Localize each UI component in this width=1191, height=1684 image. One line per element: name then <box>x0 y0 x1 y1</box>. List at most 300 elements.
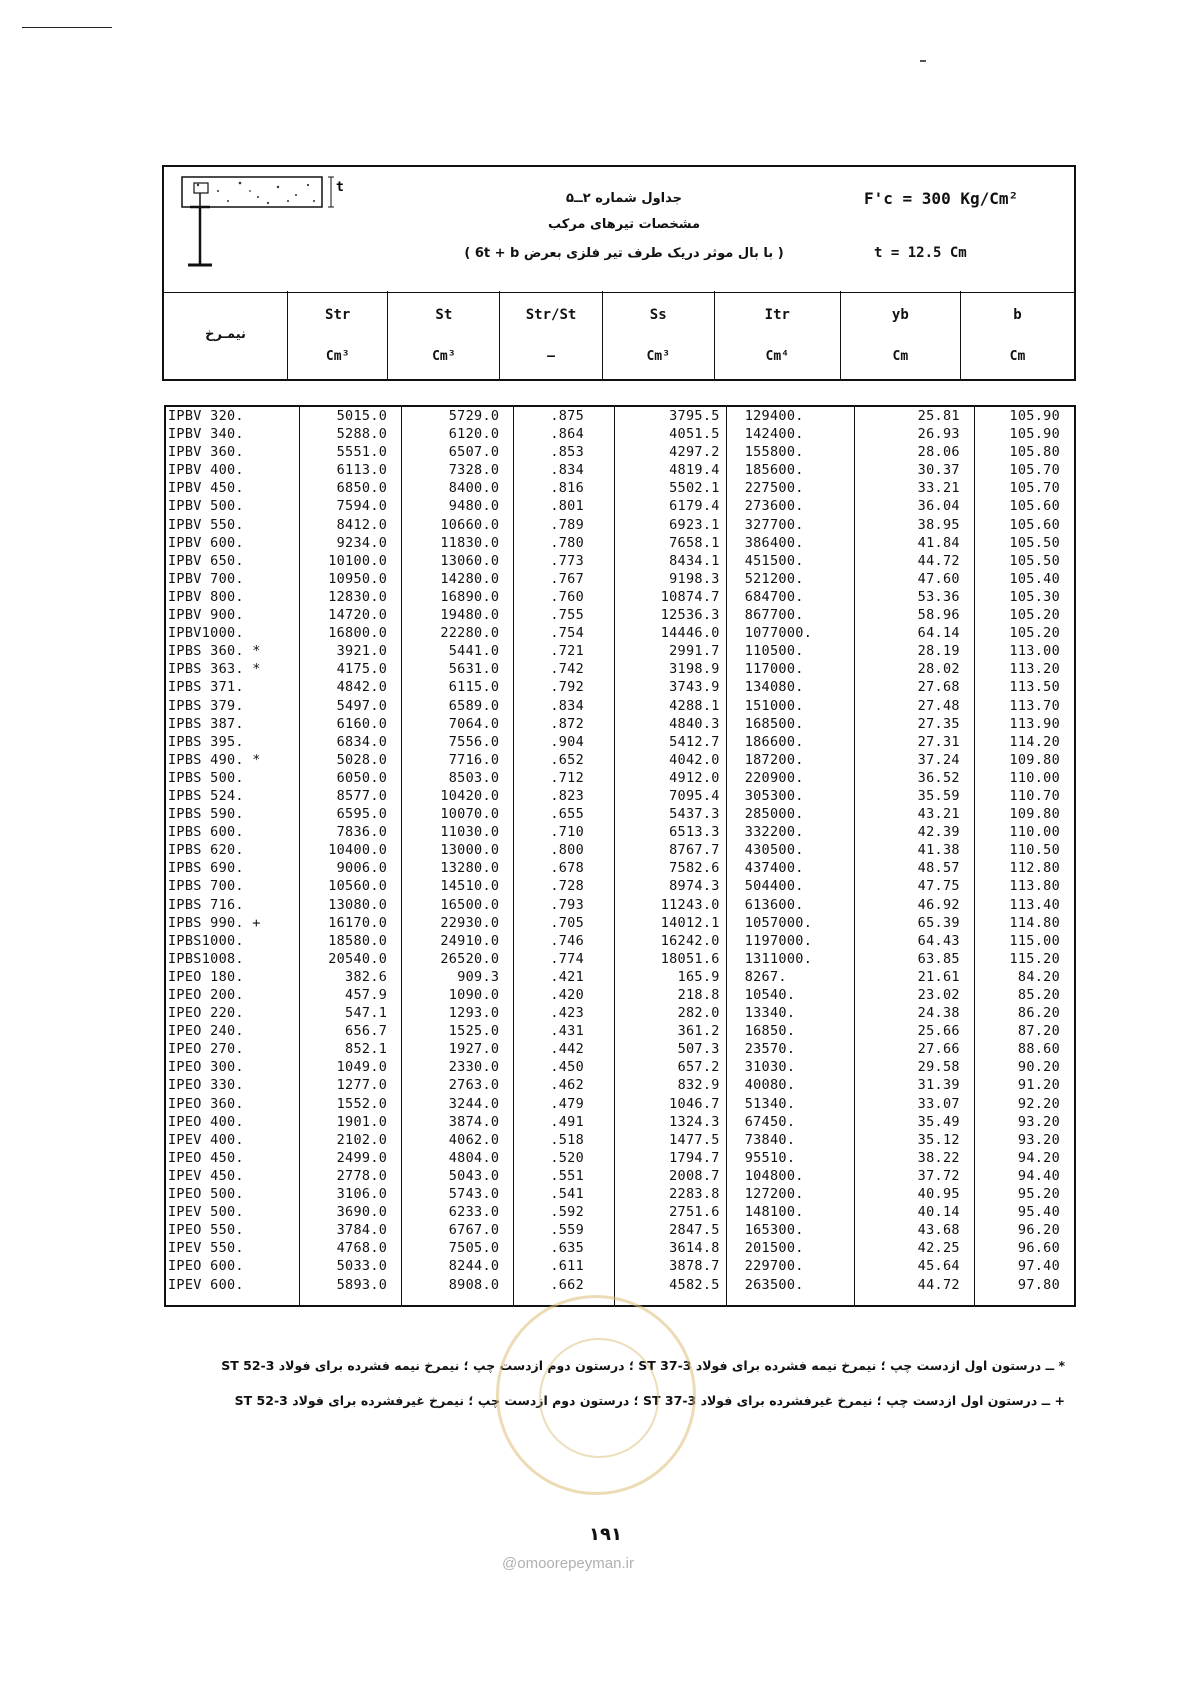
table-cell: 201500. <box>744 1240 804 1257</box>
col-ss <box>615 407 727 1305</box>
table-cell: 1197000. <box>744 932 813 949</box>
table-cell: .442 <box>550 1041 585 1058</box>
table-cell: 36.52 <box>917 769 960 786</box>
table-cell: 382.6 <box>345 968 388 985</box>
table-cell: 24.38 <box>917 1005 960 1022</box>
table-cell: 27.68 <box>917 679 960 696</box>
table-cell: IPBV 500. <box>168 498 244 515</box>
col-profile <box>166 407 300 1305</box>
table-cell: 10540. <box>744 987 796 1003</box>
table-cell: 97.40 <box>1017 1258 1061 1275</box>
table-cell: 2330.0 <box>448 1059 500 1076</box>
table-cell: IPBS 690. <box>168 860 244 877</box>
table-cell: 282.0 <box>677 1005 720 1022</box>
table-cell: 507.3 <box>677 1041 720 1058</box>
table-cell: 6850.0 <box>336 480 388 497</box>
table-cell: IPBS 990. + <box>168 914 261 931</box>
col-itr <box>727 407 855 1305</box>
table-cell: 1077000. <box>744 625 813 642</box>
table-cell: 10100.0 <box>328 552 388 569</box>
table-cell: .423 <box>550 1005 585 1022</box>
table-cell: 105.50 <box>1009 534 1061 551</box>
table-cell: 4912.0 <box>669 769 720 786</box>
table-cell: .760 <box>550 588 585 605</box>
table-cell: 3198.9 <box>669 661 720 678</box>
col-header-yb: yb Cm <box>841 291 961 379</box>
table-cell: 88.60 <box>1017 1041 1061 1058</box>
table-cell: 24910.0 <box>440 932 500 949</box>
col-header-ratio: Str/St — <box>500 291 602 379</box>
table-cell: 8244.0 <box>448 1258 500 1275</box>
table-cell: 9234.0 <box>336 534 388 551</box>
table-cell: 13340. <box>744 1005 796 1022</box>
col-header-itr: Itr Cm⁴ <box>715 291 841 379</box>
table-cell: 36.04 <box>917 498 960 515</box>
table-cell: 105.60 <box>1009 516 1061 533</box>
table-cell: 9198.3 <box>669 570 720 587</box>
table-cell: 91.20 <box>1017 1077 1061 1094</box>
footnote-noncompact: + ــ درستون اول ازدست چپ ؛ نیمرخ غیرفشرده برای فولاد ST 37-3 ؛ درستون دوم ازدست چپ ؛ نیمرخ غیرفشرده برای فولاد ST 52-3 <box>234 1393 1065 1408</box>
table-cell: 21.61 <box>917 968 960 985</box>
table-cell: 10420.0 <box>440 787 500 804</box>
table-cell: 117000. <box>744 661 804 678</box>
table-cell: 13280.0 <box>440 860 500 877</box>
table-header-box <box>162 165 1076 293</box>
table-cell: .816 <box>550 480 585 497</box>
table-cell: IPBS 363. * <box>168 661 261 678</box>
table-cell: IPEO 180. <box>168 968 244 985</box>
table-cell: 41.38 <box>917 842 960 859</box>
table-cell: 4842.0 <box>336 679 388 696</box>
table-cell: 109.80 <box>1009 751 1061 768</box>
table-cell: 35.59 <box>917 787 960 804</box>
table-cell: 7505.0 <box>448 1240 500 1257</box>
table-cell: 7582.6 <box>669 860 720 877</box>
table-cell: 109.80 <box>1009 806 1061 823</box>
table-cell: 867700. <box>744 607 804 624</box>
table-cell: 613600. <box>744 896 804 913</box>
table-cell: .767 <box>550 570 585 587</box>
table-cell: 8434.1 <box>669 552 720 569</box>
table-cell: IPBS 600. <box>168 824 244 841</box>
table-cell: 10070.0 <box>440 806 500 823</box>
table-cell: 2751.6 <box>669 1204 720 1221</box>
table-cell: 63.85 <box>917 950 960 967</box>
table-cell: .754 <box>550 625 585 642</box>
table-cell: 547.1 <box>345 1005 388 1022</box>
table-cell: .655 <box>550 806 585 823</box>
table-cell: IPBS 371. <box>168 679 244 696</box>
table-cell: 87.20 <box>1017 1023 1061 1040</box>
table-cell: IPBV 600. <box>168 534 244 551</box>
table-cell: 25.66 <box>917 1023 960 1040</box>
table-cell: 43.68 <box>917 1222 960 1239</box>
table-cell: 96.60 <box>1017 1240 1061 1257</box>
page-number: ۱۹۱ <box>589 1524 622 1545</box>
table-cell: 16500.0 <box>440 896 500 913</box>
table-cell: 93.20 <box>1017 1131 1061 1148</box>
table-cell: 1552.0 <box>336 1095 388 1112</box>
table-cell: 58.96 <box>917 607 960 624</box>
table-cell: 1049.0 <box>336 1059 388 1076</box>
table-cell: 3614.8 <box>669 1240 720 1257</box>
table-cell: .479 <box>550 1095 585 1112</box>
table-cell: 285000. <box>744 806 804 823</box>
table-cell: 27.31 <box>917 733 960 750</box>
table-cell: 95510. <box>744 1149 796 1166</box>
table-cell: 18580.0 <box>328 932 388 949</box>
table-cell: 186600. <box>744 733 804 750</box>
table-cell: 9006.0 <box>336 860 388 877</box>
table-cell: 1311000. <box>744 950 813 967</box>
table-cell: IPEV 400. <box>168 1131 244 1148</box>
col-header-str: Str Cm³ <box>288 291 388 379</box>
table-cell: 657.2 <box>677 1059 720 1076</box>
table-cell: 42.25 <box>917 1240 960 1257</box>
table-cell: 8908.0 <box>448 1276 500 1293</box>
table-cell: 113.90 <box>1009 715 1061 732</box>
col-header-profile: نیمـرخ <box>164 291 288 379</box>
table-cell: 142400. <box>744 426 804 443</box>
table-cell: IPEO 550. <box>168 1222 244 1239</box>
table-cell: 28.19 <box>917 643 960 660</box>
table-cell: 521200. <box>744 570 804 587</box>
table-cell: 5497.0 <box>336 697 388 714</box>
table-cell: 105.30 <box>1009 588 1061 605</box>
table-cell: 105.90 <box>1009 426 1061 443</box>
table-cell: .872 <box>550 715 585 732</box>
table-cell: 2102.0 <box>336 1131 388 1148</box>
table-cell: .462 <box>550 1077 585 1094</box>
table-cell: .801 <box>550 498 585 515</box>
table-cell: 3921.0 <box>336 643 388 660</box>
table-cell: 8974.3 <box>669 878 720 895</box>
table-cell: IPBV 550. <box>168 516 244 533</box>
table-cell: 5412.7 <box>669 733 720 750</box>
table-cell: 64.43 <box>917 932 960 949</box>
table-cell: IPBS 379. <box>168 697 244 714</box>
table-cell: 13000.0 <box>440 842 500 859</box>
table-cell: 40.95 <box>917 1186 960 1203</box>
table-cell: IPBS 500. <box>168 769 244 786</box>
table-cell: 165300. <box>744 1222 804 1239</box>
table-cell: .773 <box>550 552 585 569</box>
table-cell: 11030.0 <box>440 824 500 841</box>
table-cell: 7716.0 <box>448 751 500 768</box>
table-cell: .431 <box>550 1023 585 1040</box>
table-cell: 113.80 <box>1009 878 1061 895</box>
table-cell: 110500. <box>744 643 804 660</box>
table-cell: 43.21 <box>917 806 960 823</box>
table-cell: .420 <box>550 987 585 1003</box>
table-cell: 20540.0 <box>328 950 388 967</box>
table-cell: .652 <box>550 751 585 768</box>
table-cell: 451500. <box>744 552 804 569</box>
table-cell: 4804.0 <box>448 1149 500 1166</box>
table-cell: IPEO 220. <box>168 1005 244 1022</box>
table-cell: 14280.0 <box>440 570 500 587</box>
table-cell: .742 <box>550 661 585 678</box>
table-cell: IPEO 200. <box>168 987 244 1003</box>
table-cell: 113.00 <box>1009 643 1061 660</box>
table-cell: .592 <box>550 1204 585 1221</box>
col-header-b: b Cm <box>1009 307 1026 364</box>
table-cell: 7836.0 <box>336 824 388 841</box>
table-cell: 1057000. <box>744 914 813 931</box>
table-title: مشخصات تیرهای مرکب <box>548 217 700 232</box>
table-cell: 7095.4 <box>669 787 720 804</box>
table-cell: 10400.0 <box>328 842 388 859</box>
table-cell: 16850. <box>744 1023 796 1040</box>
table-cell: 97.80 <box>1017 1276 1061 1293</box>
table-cell: 1901.0 <box>336 1113 388 1130</box>
table-cell: IPBS 395. <box>168 733 244 750</box>
table-cell: 35.12 <box>917 1131 960 1148</box>
table-cell: 8267. <box>744 968 787 985</box>
table-cell: 3795.5 <box>669 408 720 424</box>
table-cell: .800 <box>550 842 585 859</box>
table-cell: 7658.1 <box>669 534 720 551</box>
table-cell: 110.00 <box>1009 824 1061 841</box>
table-cell: .774 <box>550 950 585 967</box>
table-cell: 1293.0 <box>448 1005 500 1022</box>
table-cell: 6050.0 <box>336 769 388 786</box>
table-cell: 10660.0 <box>440 516 500 533</box>
table-cell: .450 <box>550 1059 585 1076</box>
table-cell: .421 <box>550 968 585 985</box>
table-cell: 8412.0 <box>336 516 388 533</box>
col-header-ss: Ss Cm³ <box>603 291 715 379</box>
table-cell: .834 <box>550 462 585 479</box>
table-cell: 134080. <box>744 679 804 696</box>
table-cell: 8577.0 <box>336 787 388 804</box>
table-number: جداول شماره ۲ــ۵ <box>565 191 683 206</box>
table-cell: IPEV 600. <box>168 1276 244 1293</box>
table-cell: .834 <box>550 697 585 714</box>
table-cell: .721 <box>550 643 585 660</box>
table-cell: 4288.1 <box>669 697 720 714</box>
table-cell: 5729.0 <box>448 408 500 424</box>
table-cell: .853 <box>550 444 585 461</box>
table-cell: 16170.0 <box>328 914 388 931</box>
table-cell: 1324.3 <box>669 1113 720 1130</box>
table-cell: 1927.0 <box>448 1041 500 1058</box>
table-cell: 16890.0 <box>440 588 500 605</box>
table-cell: 5743.0 <box>448 1186 500 1203</box>
table-cell: 13080.0 <box>328 896 388 913</box>
table-cell: 18051.6 <box>660 950 720 967</box>
footnote-semicompact: * ــ درستون اول ازدست چپ ؛ نیمرخ نیمه فشرده برای فولاد ST 37-3 ؛ درستون دوم ازدست چپ ؛ نیمرخ نیمه فشرده برای فولاد ST 52-3 <box>221 1358 1065 1373</box>
table-cell: IPBV 650. <box>168 552 244 569</box>
table-cell: 227500. <box>744 480 804 497</box>
table-cell: 26.93 <box>917 426 960 443</box>
table-cell: 5441.0 <box>448 643 500 660</box>
table-cell: 28.06 <box>917 444 960 461</box>
table-cell: .705 <box>550 914 585 931</box>
table-cell: 5893.0 <box>336 1276 388 1293</box>
table-cell: 3106.0 <box>336 1186 388 1203</box>
table-cell: 28.02 <box>917 661 960 678</box>
col-header-st: St Cm³ <box>388 291 500 379</box>
table-cell: IPBV 320. <box>168 408 244 424</box>
table-cell: 5631.0 <box>448 661 500 678</box>
table-cell: 64.14 <box>917 625 960 642</box>
table-cell: 6595.0 <box>336 806 388 823</box>
table-cell: 44.72 <box>917 1276 960 1293</box>
table-cell: 12536.3 <box>660 607 720 624</box>
table-cell: 14720.0 <box>328 607 388 624</box>
table-cell: 263500. <box>744 1276 804 1293</box>
table-cell: .789 <box>550 516 585 533</box>
table-cell: IPEO 450. <box>168 1149 244 1166</box>
table-cell: 504400. <box>744 878 804 895</box>
table-cell: 47.75 <box>917 878 960 895</box>
table-cell: 22280.0 <box>440 625 500 642</box>
table-cell: .793 <box>550 896 585 913</box>
table-cell: 229700. <box>744 1258 804 1275</box>
table-cell: 14446.0 <box>660 625 720 642</box>
table-cell: 38.95 <box>917 516 960 533</box>
table-cell: 7556.0 <box>448 733 500 750</box>
table-cell: 6115.0 <box>448 679 500 696</box>
table-cell: 29.58 <box>917 1059 960 1076</box>
table-cell: 113.50 <box>1009 679 1061 696</box>
table-cell: 1477.5 <box>669 1131 720 1148</box>
table-cell: 1277.0 <box>336 1077 388 1094</box>
table-cell: 852.1 <box>345 1041 388 1058</box>
table-cell: 115.20 <box>1009 950 1061 967</box>
table-cell: 33.21 <box>917 480 960 497</box>
table-cell: 151000. <box>744 697 804 714</box>
table-cell: IPEO 330. <box>168 1077 244 1094</box>
table-cell: 12830.0 <box>328 588 388 605</box>
table-cell: 16800.0 <box>328 625 388 642</box>
table-cell: 90.20 <box>1017 1059 1061 1076</box>
table-cell: 112.80 <box>1009 860 1061 877</box>
table-cell: 92.20 <box>1017 1095 1061 1112</box>
table-cell: 5033.0 <box>336 1258 388 1275</box>
table-cell: .678 <box>550 860 585 877</box>
table-cell: 22930.0 <box>440 914 500 931</box>
table-cell: 31.39 <box>917 1077 960 1094</box>
table-cell: 37.72 <box>917 1167 960 1184</box>
table-cell: IPBS 387. <box>168 715 244 732</box>
table-cell: 4840.3 <box>669 715 720 732</box>
table-cell: IPEO 300. <box>168 1059 244 1076</box>
table-cell: 3874.0 <box>448 1113 500 1130</box>
table-cell: IPBV 700. <box>168 570 244 587</box>
table-cell: 148100. <box>744 1204 804 1221</box>
table-cell: 4042.0 <box>669 751 720 768</box>
table-cell: .875 <box>550 408 585 424</box>
table-cell: 86.20 <box>1017 1005 1061 1022</box>
table-subtitle: ( با بال موثر دریک طرف تیر فلزی بعرض 6t + b ) <box>464 246 784 261</box>
table-cell: 19480.0 <box>440 607 500 624</box>
table-cell: 909.3 <box>457 968 500 985</box>
table-cell: 4051.5 <box>669 426 720 443</box>
table-cell: 23570. <box>744 1041 796 1058</box>
table-cell: 4062.0 <box>448 1131 500 1148</box>
table-cell: 5015.0 <box>336 408 388 424</box>
table-cell: 53.36 <box>917 588 960 605</box>
table-cell: 8767.7 <box>669 842 720 859</box>
table-cell: 4582.5 <box>669 1276 720 1293</box>
table-cell: 2499.0 <box>336 1149 388 1166</box>
table-cell: 6923.1 <box>669 516 720 533</box>
table-cell: IPEO 270. <box>168 1041 244 1058</box>
col-st <box>402 407 514 1305</box>
table-cell: .746 <box>550 932 585 949</box>
table-cell: 8503.0 <box>448 769 500 786</box>
icon-t-label: t <box>336 180 344 195</box>
table-cell: 26520.0 <box>440 950 500 967</box>
table-cell: IPEO 500. <box>168 1186 244 1203</box>
table-cell: 114.20 <box>1009 733 1061 750</box>
table-cell: 110.50 <box>1009 842 1061 859</box>
table-cell: 305300. <box>744 787 804 804</box>
table-cell: .792 <box>550 679 585 696</box>
table-cell: .518 <box>550 1131 585 1148</box>
table-cell: 2991.7 <box>669 643 720 660</box>
table-cell: 332200. <box>744 824 804 841</box>
table-cell: IPBS 716. <box>168 896 244 913</box>
table-cell: 6120.0 <box>448 426 500 443</box>
table-cell: 9480.0 <box>448 498 500 515</box>
table-cell: .662 <box>550 1276 585 1293</box>
table-cell: IPBS1000. <box>168 932 244 949</box>
table-cell: 30.37 <box>917 462 960 479</box>
table-cell: 46.92 <box>917 896 960 913</box>
table-cell: 10950.0 <box>328 570 388 587</box>
composite-beam-icon <box>178 173 353 283</box>
table-cell: 16242.0 <box>660 932 720 949</box>
table-cell: 110.70 <box>1009 787 1061 804</box>
table-cell: 51340. <box>744 1095 796 1112</box>
table-cell: 14510.0 <box>440 878 500 895</box>
table-cell: 33.07 <box>917 1095 960 1112</box>
table-cell: 11243.0 <box>660 896 720 913</box>
table-cell: 105.20 <box>1009 625 1061 642</box>
table-cell: 457.9 <box>345 987 388 1003</box>
table-cell: 27.48 <box>917 697 960 714</box>
table-cell: 168500. <box>744 715 804 732</box>
table-cell: 48.57 <box>917 860 960 877</box>
table-cell: 5502.1 <box>669 480 720 497</box>
table-cell: IPBV 340. <box>168 426 244 443</box>
table-cell: 2778.0 <box>336 1167 388 1184</box>
table-cell: IPEV 500. <box>168 1204 244 1221</box>
table-cell: 6589.0 <box>448 697 500 714</box>
table-cell: 129400. <box>744 408 804 424</box>
table-cell: 5437.3 <box>669 806 720 823</box>
table-cell: 1525.0 <box>448 1023 500 1040</box>
table-cell: 4297.2 <box>669 444 720 461</box>
table-cell: 4175.0 <box>336 661 388 678</box>
table-cell: 25.81 <box>917 408 960 424</box>
table-cell: 3690.0 <box>336 1204 388 1221</box>
table-cell: 327700. <box>744 516 804 533</box>
column-header-row <box>162 291 1076 381</box>
table-cell: 165.9 <box>677 968 720 985</box>
table-cell: IPBS 360. * <box>168 643 261 660</box>
table-cell: 95.20 <box>1017 1186 1061 1203</box>
table-cell: .710 <box>550 824 585 841</box>
table-cell: 273600. <box>744 498 804 515</box>
table-cell: 67450. <box>744 1113 796 1130</box>
table-cell: IPBS1008. <box>168 950 244 967</box>
table-cell: 38.22 <box>917 1149 960 1166</box>
table-cell: 113.40 <box>1009 896 1061 913</box>
